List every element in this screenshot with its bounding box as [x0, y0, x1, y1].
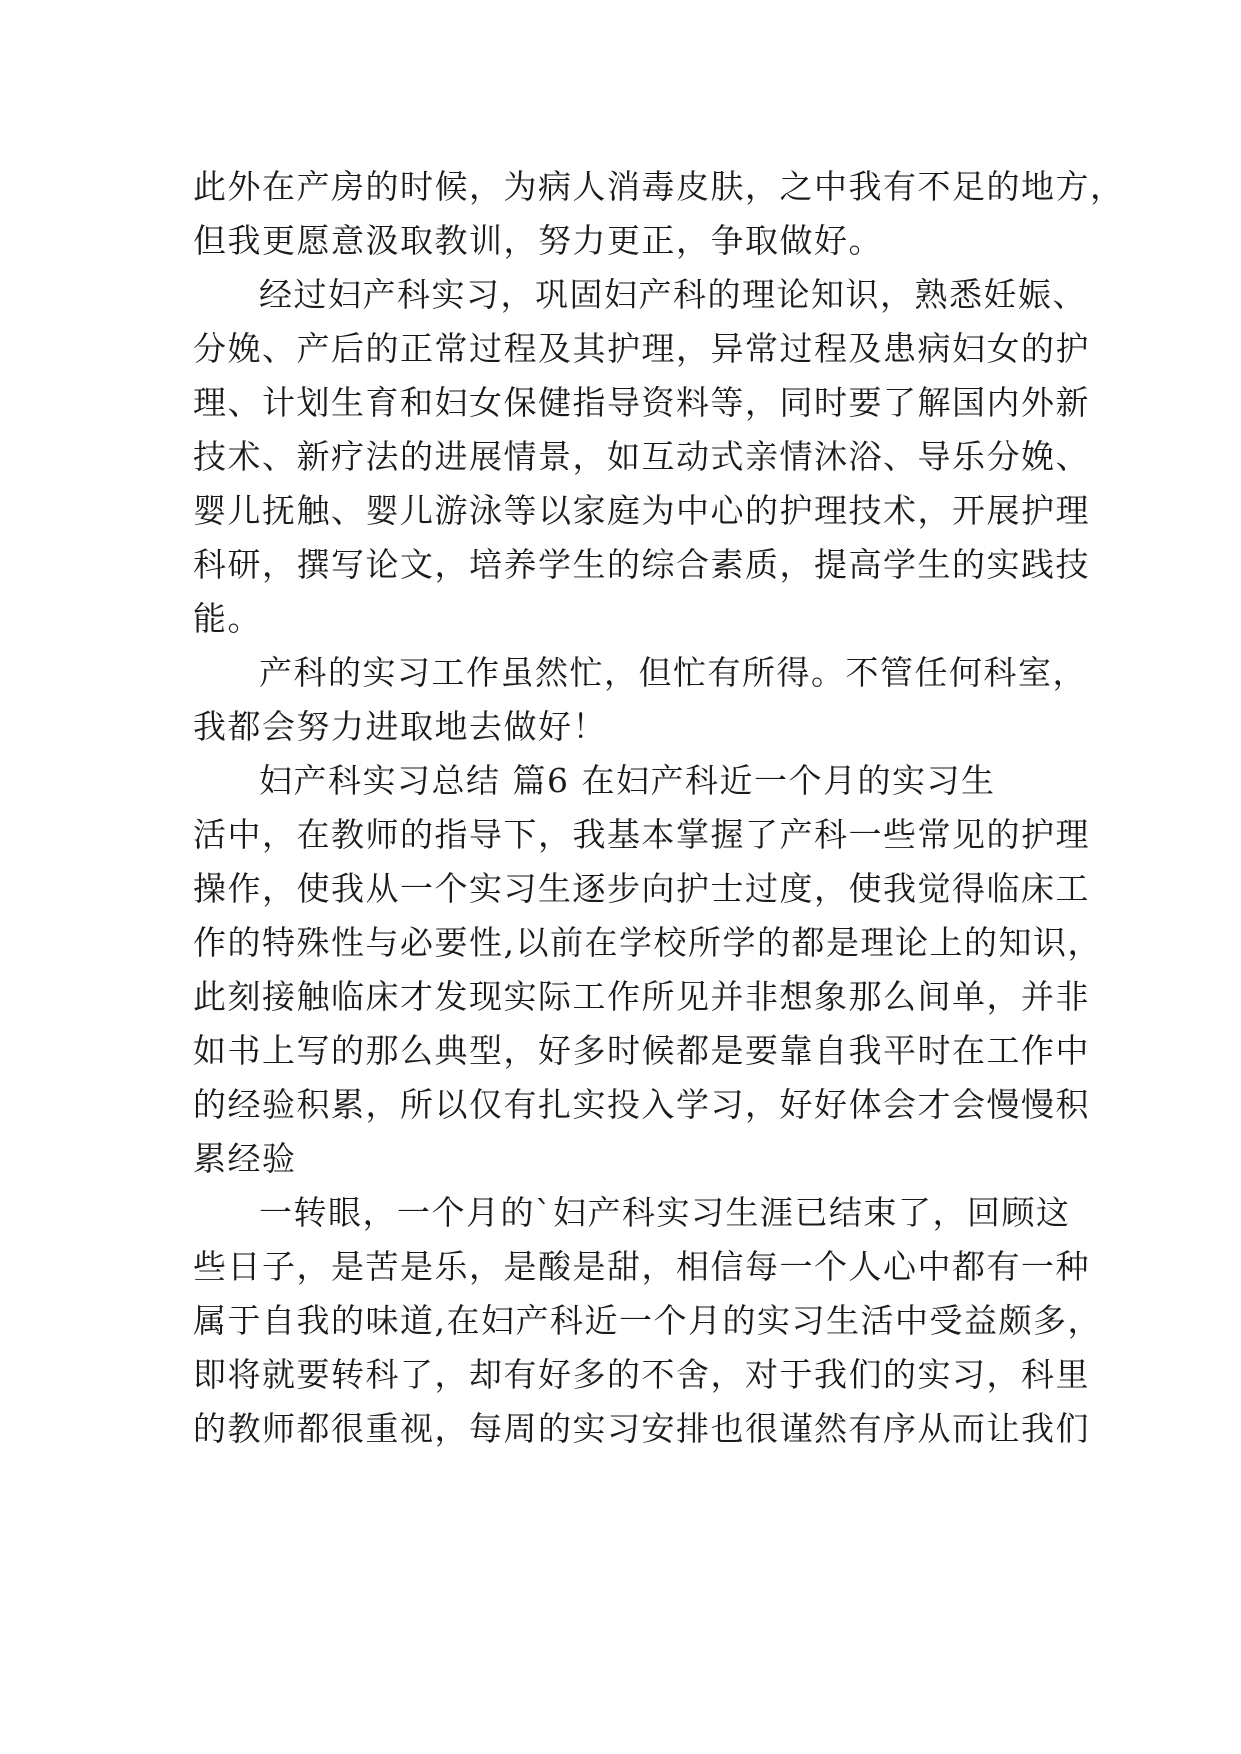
text-line: 的教师都很重视，每周的实习安排也很谨然有序从而让我们	[193, 1409, 1090, 1448]
document-body	[193, 160, 1125, 1456]
text-line: 婴儿抚触、婴儿游泳等以家庭为中心的护理技术，开展护理	[193, 491, 1090, 530]
text-line: 属于自我的味道,在妇产科近一个月的实习生活中受益颇多，	[193, 1301, 1102, 1340]
text-line: 但我更愿意汲取教训，努力更正，争取做好。	[193, 221, 883, 260]
section-heading-line: 妇产科实习总结 篇6 在妇产科近一个月的实习生	[259, 761, 996, 800]
text-line: 科研，撰写论文，培养学生的综合素质，提高学生的实践技	[193, 545, 1090, 584]
text-line: 操作，使我从一个实习生逐步向护士过度，使我觉得临床工	[193, 869, 1090, 908]
text-line: 活中，在教师的指导下，我基本掌握了产科一些常见的护理	[193, 815, 1090, 854]
text-line: 累经验	[193, 1139, 297, 1178]
text-line: 即将就要转科了，却有好多的不舍，对于我们的实习，科里	[193, 1355, 1090, 1394]
text-line: 作的特殊性与必要性,以前在学校所学的都是理论上的知识，	[193, 923, 1102, 962]
text-line: 此刻接触临床才发现实际工作所见并非想象那么间单，并非	[193, 977, 1090, 1016]
paragraph-start-line: 产科的实习工作虽然忙，但忙有所得。不管任何科室，	[259, 653, 1087, 692]
text-line: 分娩、产后的正常过程及其护理，异常过程及患病妇女的护	[193, 329, 1090, 368]
text-line: 我都会努力进取地去做好！	[193, 707, 607, 746]
text-line: 如书上写的那么典型，好多时候都是要靠自我平时在工作中	[193, 1031, 1090, 1070]
text-line: 理、计划生育和妇女保健指导资料等，同时要了解国内外新	[193, 383, 1090, 422]
text-line: 此外在产房的时候，为病人消毒皮肤，之中我有不足的地方，	[193, 167, 1125, 206]
paragraph-start-line: 一转眼，一个月的`妇产科实习生涯已结束了，回顾这	[259, 1193, 1071, 1232]
text-line: 能。	[193, 599, 262, 638]
text-line: 的经验积累，所以仅有扎实投入学习，好好体会才会慢慢积	[193, 1085, 1090, 1124]
text-line: 些日子，是苦是乐，是酸是甜，相信每一个人心中都有一种	[193, 1247, 1090, 1286]
text-line: 技术、新疗法的进展情景，如互动式亲情沐浴、导乐分娩、	[193, 437, 1090, 476]
paragraph-start-line: 经过妇产科实习，巩固妇产科的理论知识，熟悉妊娠、	[259, 275, 1087, 314]
